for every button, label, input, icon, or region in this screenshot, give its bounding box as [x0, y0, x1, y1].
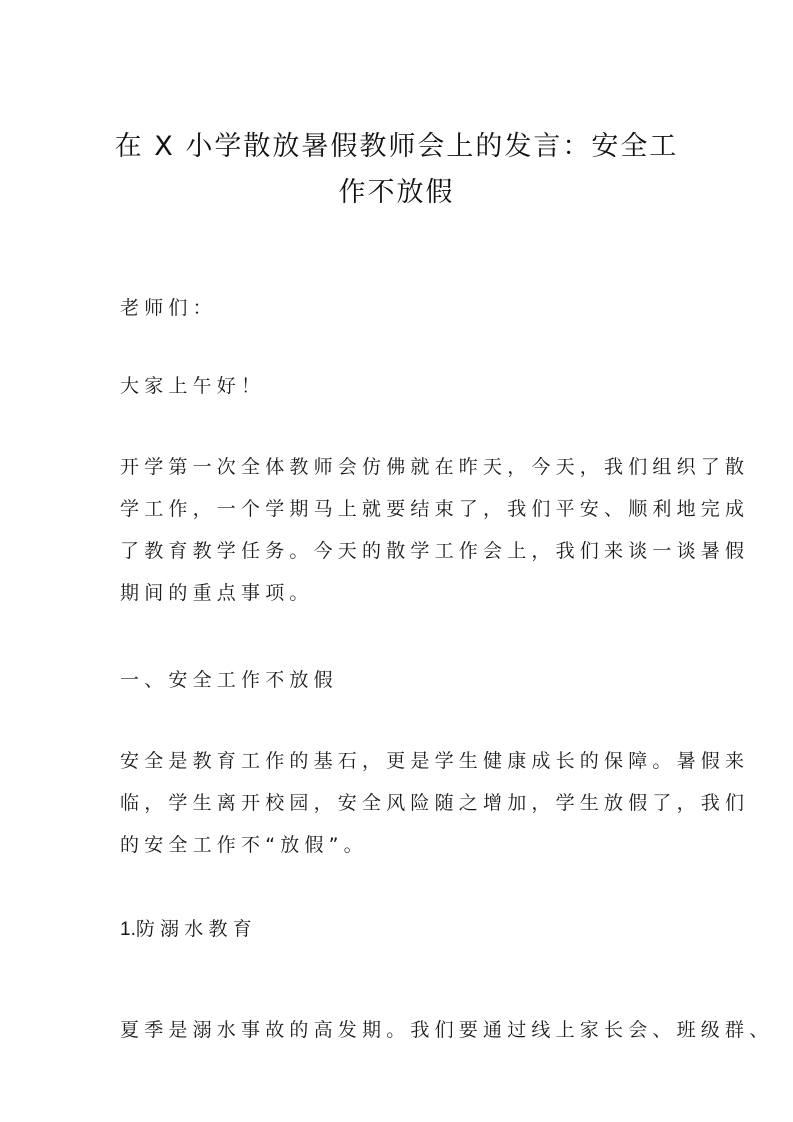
section-1-paragraph: [120, 740, 750, 866]
subsection-1-line: 夏季是溺水事故的高发期。我们要通过线上家长会、班级群、: [120, 1019, 774, 1041]
intro-line: 学工作，一个学期马上就要结束了，我们平安、顺利地完成: [120, 498, 750, 520]
greeting: [120, 365, 680, 407]
document-title: [110, 124, 683, 216]
subsection-1-heading-line: [120, 908, 680, 951]
title-line-1: 在 X 小学散放暑假教师会上的发言：安全工: [114, 131, 679, 162]
section-1-line: 临，学生离开校园，安全风险随之增加，学生放假了，我们: [120, 792, 750, 814]
subsection-1-heading: [120, 908, 680, 951]
section-1-line: 安全是教育工作的基石，更是学生健康成长的保障。暑假来: [120, 750, 750, 772]
intro-line: 开学第一次全体教师会仿佛就在昨天，今天，我们组织了散: [120, 456, 750, 478]
intro-line: 了教育教学任务。今天的散学工作会上，我们来谈一谈暑假: [120, 540, 750, 562]
section-1-heading: [120, 659, 680, 701]
salutation-text: 老师们：: [120, 297, 217, 319]
section-1-heading-text: 一、安全工作不放假: [120, 669, 338, 691]
salutation: [120, 287, 680, 329]
subsection-1-heading-text: 防溺水教育: [135, 918, 257, 940]
subsection-1-paragraph: [120, 1009, 774, 1051]
greeting-text: 大家上午好！: [120, 375, 266, 397]
intro-paragraph: [120, 446, 750, 614]
title-line-2: 作不放假: [338, 177, 455, 208]
subsection-1-number: 1.: [120, 919, 136, 940]
section-1-line: 的安全工作不“放假”。: [120, 834, 368, 856]
intro-line: 期间的重点事项。: [120, 582, 314, 604]
